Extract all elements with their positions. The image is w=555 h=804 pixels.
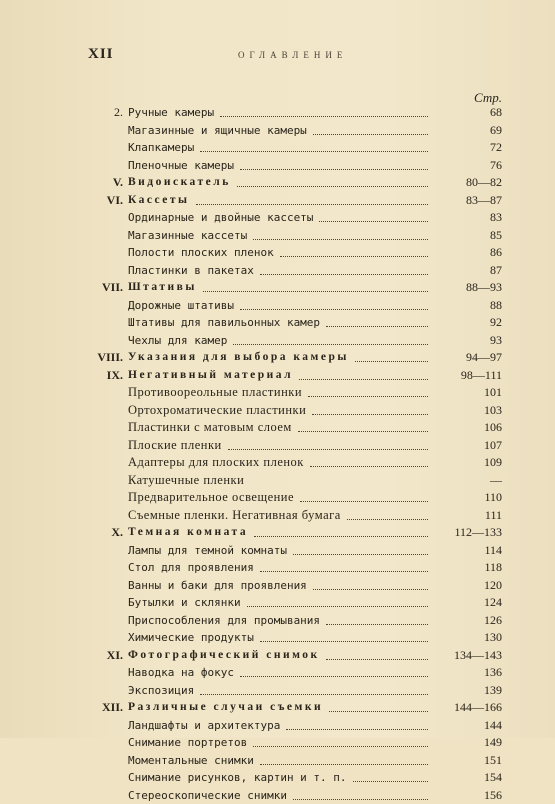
toc-entry-row: [90, 542, 502, 560]
toc-entry-row: [90, 629, 502, 647]
toc-entry-title: Стереоскопические снимки: [128, 787, 287, 804]
toc-entry-title: Плоские пленки: [128, 437, 222, 455]
toc-entry-title: Фотографический снимок: [128, 647, 320, 665]
toc-entry-row: [90, 489, 502, 507]
dot-leader: [240, 676, 428, 677]
dot-leader: [329, 711, 428, 712]
dot-leader: [326, 659, 428, 660]
dot-leader: [233, 344, 428, 345]
toc-entry-number: VI.: [90, 192, 123, 210]
dot-leader: [200, 151, 428, 152]
toc-entry-row: [90, 717, 502, 735]
toc-entry-page: 72: [434, 139, 502, 157]
table-of-contents: [90, 104, 502, 804]
toc-entry-title: Магазинные и ящичные камеры: [128, 122, 307, 140]
toc-entry-row: [90, 787, 502, 804]
toc-entry-number: VII.: [90, 279, 123, 297]
toc-entry-title: Указания для выбора камеры: [128, 349, 349, 367]
toc-entry-number: X.: [90, 524, 123, 542]
toc-entry-row: [90, 594, 502, 612]
dot-leader: [347, 519, 428, 520]
toc-entry-title: Предварительное освещение: [128, 489, 294, 507]
toc-entry-title: Различные случаи съемки: [128, 699, 323, 717]
toc-entry-page: 136: [434, 664, 502, 682]
toc-chapter-row: [90, 174, 502, 192]
dot-leader: [253, 746, 428, 747]
toc-entry-title: Адаптеры для плоских пленок: [128, 454, 304, 472]
toc-entry-number: V.: [90, 174, 123, 192]
toc-entry-row: [90, 419, 502, 437]
toc-entry-page: 149: [434, 734, 502, 752]
toc-entry-page: 83: [434, 209, 502, 227]
toc-entry-page: 111: [434, 507, 502, 525]
toc-entry-row: [90, 682, 502, 700]
toc-entry-number: XI.: [90, 647, 123, 665]
toc-entry-page: 144—166: [434, 699, 502, 717]
toc-entry-title: Ванны и баки для проявления: [128, 577, 307, 595]
dot-leader: [260, 571, 428, 572]
toc-entry-page: 94—97: [434, 349, 502, 367]
toc-entry-title: Пластинки в пакетах: [128, 262, 254, 280]
toc-entry-page: 69: [434, 122, 502, 140]
toc-entry-page: 88—93: [434, 279, 502, 297]
toc-entry-page: 86: [434, 244, 502, 262]
toc-entry-title: Кассеты: [128, 192, 190, 210]
toc-entry-row: [90, 262, 502, 280]
toc-entry-page: 130: [434, 629, 502, 647]
toc-entry-row: [90, 297, 502, 315]
toc-entry-page: 92: [434, 314, 502, 332]
toc-entry-number: VIII.: [90, 349, 123, 367]
toc-entry-row: [90, 612, 502, 630]
toc-entry-page: —: [434, 472, 502, 490]
toc-entry-page: 156: [434, 787, 502, 804]
dot-leader: [228, 449, 428, 450]
toc-entry-page: 114: [434, 542, 502, 560]
toc-entry-number: 2.: [90, 104, 123, 122]
toc-entry-page: 112—133: [434, 524, 502, 542]
toc-entry-page: 80—82: [434, 174, 502, 192]
dot-leader: [247, 606, 428, 607]
toc-entry-title: Штативы: [128, 279, 197, 297]
toc-entry-page: 87: [434, 262, 502, 280]
page-column-label: Стр.: [430, 90, 502, 106]
toc-entry-row: [90, 437, 502, 455]
dot-leader: [220, 116, 428, 117]
toc-entry-title: Химические продукты: [128, 629, 254, 647]
toc-entry-title: Чехлы для камер: [128, 332, 227, 350]
toc-entry-title: Видоискатель: [128, 174, 231, 192]
toc-entry-title: Ординарные и двойные кассеты: [128, 209, 313, 227]
toc-entry-row: [90, 577, 502, 595]
toc-entry-row: [90, 244, 502, 262]
toc-entry-title: Негативный материал: [128, 367, 293, 385]
toc-entry-page: 126: [434, 612, 502, 630]
page-number: XII: [88, 46, 114, 63]
dot-leader: [293, 554, 428, 555]
toc-entry-row: [90, 769, 502, 787]
toc-entry-title: Ручные камеры: [128, 104, 214, 122]
toc-entry-row: [90, 402, 502, 420]
toc-entry-title: Бутылки и склянки: [128, 594, 241, 612]
dot-leader: [313, 134, 428, 135]
toc-entry-title: Съемные пленки. Негативная бумага: [128, 507, 341, 525]
toc-entry-page: 154: [434, 769, 502, 787]
toc-entry-row: [90, 734, 502, 752]
dot-leader: [312, 414, 428, 415]
toc-entry-title: Катушечные пленки: [128, 472, 244, 490]
toc-entry-number: IX.: [90, 367, 123, 385]
toc-entry-row: [90, 332, 502, 350]
toc-entry-page: 144: [434, 717, 502, 735]
toc-entry-row: [90, 454, 502, 472]
dot-leader: [326, 326, 428, 327]
dot-leader: [253, 239, 428, 240]
page-header: [88, 46, 488, 66]
toc-entry-page: 151: [434, 752, 502, 770]
dot-leader: [260, 641, 428, 642]
toc-entry-title: Моментальные снимки: [128, 752, 254, 770]
toc-entry-row: [90, 122, 502, 140]
toc-entry-title: Магазинные кассеты: [128, 227, 247, 245]
toc-entry-page: 139: [434, 682, 502, 700]
toc-entry-page: 106: [434, 419, 502, 437]
dot-leader: [355, 361, 428, 362]
toc-entry-title: Клапкамеры: [128, 139, 194, 157]
dot-leader: [298, 431, 428, 432]
toc-entry-page: 134—143: [434, 647, 502, 665]
dot-leader: [196, 204, 428, 205]
dot-leader: [293, 799, 428, 800]
running-title: ОГЛАВЛЕНИЕ: [238, 50, 347, 60]
toc-entry-row: [90, 664, 502, 682]
toc-entry-page: 85: [434, 227, 502, 245]
dot-leader: [200, 694, 428, 695]
dot-leader: [254, 536, 428, 537]
toc-entry-row: [90, 104, 502, 122]
toc-entry-page: 83—87: [434, 192, 502, 210]
toc-entry-title: Лампы для темной комнаты: [128, 542, 287, 560]
dot-leader: [319, 221, 428, 222]
toc-entry-page: 120: [434, 577, 502, 595]
toc-entry-row: [90, 384, 502, 402]
toc-entry-title: Приспособления для промывания: [128, 612, 320, 630]
dot-leader: [260, 274, 428, 275]
toc-entry-row: [90, 209, 502, 227]
toc-entry-row: [90, 227, 502, 245]
dot-leader: [299, 379, 428, 380]
toc-entry-page: 110: [434, 489, 502, 507]
toc-entry-page: 88: [434, 297, 502, 315]
dot-leader: [310, 466, 428, 467]
toc-entry-title: Ландшафты и архитектура: [128, 717, 280, 735]
toc-entry-row: [90, 314, 502, 332]
dot-leader: [286, 729, 428, 730]
toc-entry-page: 107: [434, 437, 502, 455]
dot-leader: [240, 309, 428, 310]
toc-chapter-row: [90, 192, 502, 210]
toc-entry-row: [90, 559, 502, 577]
toc-chapter-row: [90, 279, 502, 297]
toc-entry-title: Снимание портретов: [128, 734, 247, 752]
toc-entry-title: Пластинки с матовым слоем: [128, 419, 292, 437]
toc-entry-page: 103: [434, 402, 502, 420]
dot-leader: [308, 396, 428, 397]
toc-chapter-row: [90, 647, 502, 665]
dot-leader: [280, 256, 428, 257]
toc-entry-page: 93: [434, 332, 502, 350]
dot-leader: [313, 589, 428, 590]
toc-entry-page: 98—111: [434, 367, 502, 385]
toc-entry-row: [90, 752, 502, 770]
dot-leader: [353, 781, 428, 782]
toc-entry-page: 118: [434, 559, 502, 577]
toc-entry-title: Противоореольные пластинки: [128, 384, 302, 402]
toc-entry-title: Стол для проявления: [128, 559, 254, 577]
dot-leader: [203, 291, 428, 292]
dot-leader: [260, 764, 428, 765]
toc-entry-number: XII.: [90, 699, 123, 717]
toc-entry-title: Экспозиция: [128, 682, 194, 700]
toc-chapter-row: [90, 699, 502, 717]
toc-entry-title: Наводка на фокус: [128, 664, 234, 682]
toc-entry-row: [90, 472, 502, 490]
toc-entry-row: [90, 507, 502, 525]
dot-leader: [237, 186, 428, 187]
toc-chapter-row: [90, 349, 502, 367]
toc-chapter-row: [90, 524, 502, 542]
toc-entry-row: [90, 139, 502, 157]
toc-entry-title: Снимание рисунков, картин и т. п.: [128, 769, 347, 787]
toc-entry-title: Полости плоских пленок: [128, 244, 274, 262]
toc-entry-page: 109: [434, 454, 502, 472]
dot-leader: [326, 624, 428, 625]
toc-entry-title: Ортохроматические пластинки: [128, 402, 306, 420]
toc-entry-page: 101: [434, 384, 502, 402]
toc-entry-page: 76: [434, 157, 502, 175]
toc-entry-title: Дорожные штативы: [128, 297, 234, 315]
toc-entry-page: 124: [434, 594, 502, 612]
toc-entry-title: Пленочные камеры: [128, 157, 234, 175]
dot-leader: [240, 169, 428, 170]
toc-entry-title: Темная комната: [128, 524, 248, 542]
toc-entry-row: [90, 157, 502, 175]
toc-chapter-row: [90, 367, 502, 385]
toc-entry-title: Штативы для павильонных камер: [128, 314, 320, 332]
toc-entry-page: 68: [434, 104, 502, 122]
dot-leader: [300, 501, 428, 502]
